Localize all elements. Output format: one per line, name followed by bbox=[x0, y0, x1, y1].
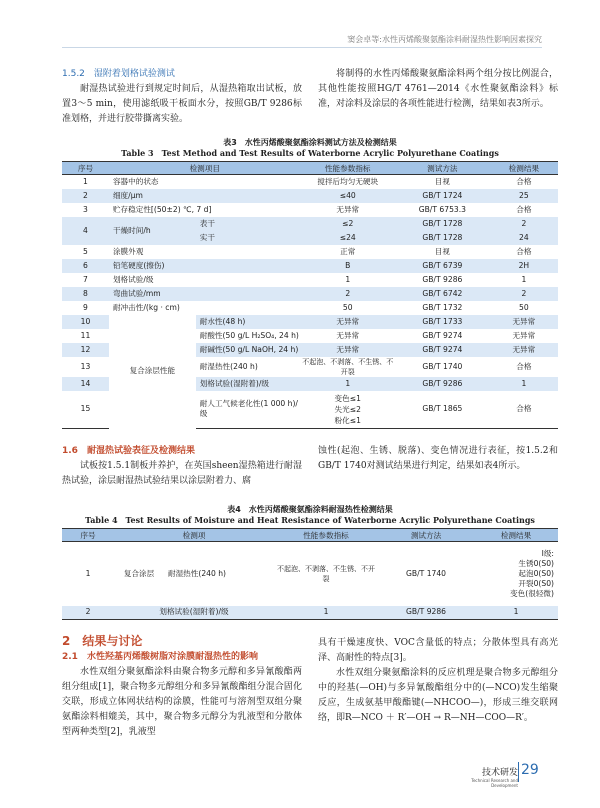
cell-no: 14 bbox=[62, 377, 109, 391]
cell-no: 9 bbox=[83, 302, 88, 312]
cell-no: 1 bbox=[85, 568, 91, 578]
cell-no: 13 bbox=[80, 361, 91, 371]
cell-group-label: 复合涂层 bbox=[123, 568, 155, 578]
section-1-6-continued bbox=[318, 444, 558, 474]
cell-spec: ≤40 bbox=[301, 189, 395, 203]
cell-item: 耐湿热性(240 h) bbox=[168, 568, 227, 578]
section-paragraph: 耐湿热试验进行到规定时间后，从湿热箱取出试板，放置3～5 min，使用滤纸吸干板面水分，按照GB/T 9286标准划格，并进行胶带撕离实验。 bbox=[62, 84, 302, 124]
cell-spec: B bbox=[301, 259, 395, 273]
cell-no: 4 bbox=[62, 217, 109, 245]
cell-spec: 不起泡、不剥落、不生锈、不开裂 bbox=[302, 357, 394, 376]
section-paragraph: 蚀性(起泡、生锈、脱落)、变色情况进行表征，按1.5.2和GB/T 1740对测试结果进行判定，结果如表4所示。 bbox=[318, 446, 558, 471]
table-row bbox=[62, 273, 558, 287]
cell-item: 容器中的状态 bbox=[112, 176, 159, 186]
section-heading: 2 结果与讨论 bbox=[62, 634, 143, 648]
cell-spec bbox=[301, 391, 395, 429]
cell-result: 2H bbox=[490, 259, 558, 273]
section-paragraph: 具有干燥速度快、VOC含量低的特点；分散体型具有高光泽、高耐性的特点[3]。 bbox=[318, 638, 558, 663]
cell-item: 划格试验(湿附着)/级 bbox=[114, 606, 274, 620]
section-heading: 1.6 耐湿热试验表征及检测结果 bbox=[62, 446, 195, 456]
table-row bbox=[62, 301, 558, 315]
cell-result bbox=[474, 542, 558, 606]
cell-no: 2 bbox=[62, 606, 114, 620]
spec-line: 粉化≤1 bbox=[334, 415, 361, 425]
cell-result: 2 bbox=[490, 287, 558, 301]
cell-method: GB/T 1733 bbox=[395, 315, 490, 329]
cell-result: 无异常 bbox=[490, 315, 558, 329]
cell-spec: 2 bbox=[301, 287, 395, 301]
cell-method: GB/T 6753.3 bbox=[418, 204, 466, 214]
cell-result: 合格 bbox=[516, 361, 532, 371]
header-spec: 性能参数指标 bbox=[274, 529, 378, 542]
cell-result: 1 bbox=[521, 274, 527, 284]
header-method: 测试方法 bbox=[378, 529, 474, 542]
cell-no: 2 bbox=[62, 189, 109, 203]
table-row bbox=[62, 259, 558, 273]
cell-method: GB/T 9274 bbox=[395, 343, 490, 357]
result-line: I级: bbox=[541, 548, 554, 558]
cell-item: 耐冲击性/(kg · cm) bbox=[112, 302, 180, 312]
page-number: 29 bbox=[521, 762, 539, 778]
cell-result: 合格 bbox=[516, 176, 532, 186]
cell-spec: 无异常 bbox=[301, 343, 395, 357]
table4-caption bbox=[62, 504, 558, 526]
section-heading: 1.5.2 湿附着划格试验测试 bbox=[62, 69, 175, 79]
header-no: 序号 bbox=[62, 529, 114, 542]
cell-group-label: 复合涂层性能 bbox=[109, 315, 196, 429]
cell-spec: ≤2 bbox=[301, 217, 395, 231]
cell-method: GB/T 1732 bbox=[422, 302, 463, 312]
section-2-continued bbox=[318, 636, 558, 726]
header-result: 检测结果 bbox=[474, 529, 558, 542]
cell-item: 划格试验/级 bbox=[112, 274, 154, 284]
cell-method: GB/T 6742 bbox=[395, 287, 490, 301]
section-paragraph: 水性双组分聚氨酯涂料的反应机理是聚合物多元醇组分中的羟基(—OH)与多异氰酸酯组分中的(—NCO)发生缩聚反应，生成氨基甲酸酯键(—NHCOO—)，形成三维交联网络，即R—NCO ＋ R′—OH → R—NH—COO—R′。 bbox=[318, 668, 558, 723]
cell-item: 涂膜外观 bbox=[112, 246, 144, 256]
cell-no: 7 bbox=[83, 274, 88, 284]
header-method: 测试方法 bbox=[395, 162, 490, 175]
cell-item: 贮存稳定性[(50±2) ℃, 7 d] bbox=[112, 204, 212, 214]
cell-item: 细度/μm bbox=[109, 189, 301, 203]
result-line: 开裂0(S0) bbox=[518, 578, 554, 588]
cell-no: 5 bbox=[83, 246, 88, 256]
section-paragraph: 水性双组分聚氨酯涂料由聚合物多元醇和多异氰酸酯两组分组成[1]，聚合物多元醇组分和多异氰酸酯组分混合固化交联，形成立体网状结构的涂膜，性能可与溶剂型双组分聚氨酯涂料相媲美，其中，聚合物多元醇分为乳液型和分散体型两种类型[2]，乳液型 bbox=[62, 667, 302, 737]
cell-result: 1 bbox=[474, 606, 558, 620]
cell-spec: 无异常 bbox=[336, 204, 360, 214]
cell-method: GB/T 1724 bbox=[395, 189, 490, 203]
table-header-row bbox=[62, 162, 558, 175]
table-row bbox=[62, 315, 558, 329]
cell-spec: 正常 bbox=[340, 246, 356, 256]
cell-result: 50 bbox=[519, 302, 529, 312]
cell-spec: 不起泡、不剥落、不生锈、不开裂 bbox=[277, 564, 375, 583]
cell-item: 耐酸性(50 g/L H₂SO₄, 24 h) bbox=[199, 330, 299, 340]
table3 bbox=[62, 161, 558, 429]
cell-method: GB/T 1728 bbox=[395, 231, 490, 245]
cell-item: 耐水性(48 h) bbox=[196, 315, 301, 329]
running-header: 窦会卓等:水性丙烯酸聚氨酯涂料耐湿热性影响因素探究 bbox=[62, 34, 542, 48]
cell-no: 11 bbox=[80, 330, 91, 340]
cell-spec: 50 bbox=[342, 302, 353, 312]
cell-item: 耐人工气候老化性(1 000 h)/级 bbox=[196, 391, 301, 429]
cell-spec: 无异常 bbox=[336, 330, 360, 340]
page-number-divider bbox=[518, 762, 519, 782]
paragraph: 将制得的水性丙烯酸聚氨酯涂料两个组分按比例混合，其他性能按照HG/T 4761—2014《水性聚氨酯涂料》标准，对涂料及涂层的各项性能进行检测，结果如表3所示。 bbox=[318, 69, 558, 109]
subsection-heading: 2.1 水性羟基丙烯酸树脂对涂膜耐湿热性的影响 bbox=[62, 652, 258, 662]
cell-method: GB/T 1740 bbox=[405, 568, 447, 578]
cell-no: 15 bbox=[62, 391, 109, 429]
header-no: 序号 bbox=[62, 162, 109, 175]
header-item: 检测项 bbox=[114, 529, 274, 542]
table3-caption bbox=[62, 137, 558, 159]
spec-line: 失光≤2 bbox=[334, 404, 361, 414]
header-item: 检测项目 bbox=[109, 162, 301, 175]
cell-spec: 1 bbox=[301, 377, 395, 391]
cell-no: 10 bbox=[62, 315, 109, 329]
table-row bbox=[62, 245, 558, 259]
table-row bbox=[62, 203, 558, 217]
cell-item: 干燥时间/h bbox=[109, 217, 196, 245]
table-row bbox=[62, 606, 558, 620]
footer-section-label bbox=[458, 765, 518, 788]
table4 bbox=[62, 528, 558, 620]
cell-item: 划格试验(湿附着)/级 bbox=[196, 377, 301, 391]
cell-no: 1 bbox=[83, 176, 88, 186]
cell-result: 无异常 bbox=[512, 330, 536, 340]
cell-method: GB/T 1865 bbox=[395, 391, 490, 429]
cell-no: 3 bbox=[83, 204, 88, 214]
header-spec: 性能参数指标 bbox=[301, 162, 395, 175]
section-2 bbox=[62, 632, 302, 740]
cell-result: 合格 bbox=[516, 204, 532, 214]
section-1-5-2 bbox=[62, 67, 302, 127]
spec-line: 变色≤1 bbox=[334, 393, 361, 403]
cell-result: 1 bbox=[490, 377, 558, 391]
cell-item: 铅笔硬度(擦伤) bbox=[109, 259, 301, 273]
cell-item: 耐湿热性(240 h) bbox=[199, 361, 258, 371]
section-paragraph: 试板按1.5.1制板并养护，在英国sheen湿热箱进行耐湿热试验，涂层耐湿热试验结果以涂层附着力、腐 bbox=[62, 461, 302, 486]
cell-method: GB/T 1728 bbox=[395, 217, 490, 231]
table-row bbox=[62, 217, 558, 231]
table-row bbox=[62, 287, 558, 301]
cell-method: 目视 bbox=[434, 176, 450, 186]
table-header-row bbox=[62, 529, 558, 542]
table-row bbox=[62, 175, 558, 189]
cell-method: GB/T 9286 bbox=[395, 377, 490, 391]
cell-result: 合格 bbox=[490, 391, 558, 429]
caption-cn: 表4 水性丙烯酸聚氨酯涂料耐湿热性检测结果 bbox=[227, 505, 393, 514]
cell-method: GB/T 9286 bbox=[378, 606, 474, 620]
cell-no: 6 bbox=[62, 259, 109, 273]
cell-subitem: 实干 bbox=[196, 231, 301, 245]
cell-result: 无异常 bbox=[490, 343, 558, 357]
cell-method: 目视 bbox=[434, 246, 450, 256]
cell-spec: 搅拌后均匀无硬块 bbox=[317, 176, 379, 186]
cell-no: 12 bbox=[62, 343, 109, 357]
cell-method: GB/T 6739 bbox=[395, 259, 490, 273]
cell-item: 弯曲试验/mm bbox=[109, 287, 301, 301]
cell-method: GB/T 9286 bbox=[422, 274, 463, 284]
cell-spec: ≤24 bbox=[301, 231, 395, 245]
right-top-paragraph bbox=[318, 67, 558, 112]
header-result: 检测结果 bbox=[490, 162, 558, 175]
section-1-6 bbox=[62, 444, 302, 489]
result-line: 变色(很轻微) bbox=[510, 588, 554, 598]
cell-spec: 无异常 bbox=[301, 315, 395, 329]
cell-no: 8 bbox=[62, 287, 109, 301]
caption-en: Table 3 Test Method and Test Results of Waterborne Acrylic Polyurethane Coatings bbox=[121, 148, 499, 158]
cell-method: GB/T 9274 bbox=[422, 330, 463, 340]
result-line: 生锈0(S0) bbox=[518, 558, 554, 568]
caption-cn: 表3 水性丙烯酸聚氨酯涂料测试方法及检测结果 bbox=[223, 138, 397, 147]
cell-subitem: 表干 bbox=[196, 217, 301, 231]
result-line: 起泡0(S0) bbox=[518, 568, 554, 578]
footer-section-cn: 技术研发 bbox=[481, 768, 518, 778]
table-row bbox=[62, 542, 558, 606]
cell-result: 24 bbox=[490, 231, 558, 245]
cell-result: 合格 bbox=[516, 246, 532, 256]
cell-spec: 1 bbox=[345, 274, 351, 284]
caption-en: Table 4 Test Results of Moisture and Heat Resistance of Waterborne Acrylic Polyurethane Coatings bbox=[85, 515, 535, 525]
cell-result: 2 bbox=[490, 217, 558, 231]
table-row bbox=[62, 189, 558, 203]
cell-spec: 1 bbox=[274, 606, 378, 620]
cell-result: 25 bbox=[490, 189, 558, 203]
cell-item: 耐碱性(50 g/L NaOH, 24 h) bbox=[196, 343, 301, 357]
cell-method: GB/T 1740 bbox=[422, 361, 463, 371]
footer-section-en: Technical Research and Development bbox=[471, 778, 518, 788]
